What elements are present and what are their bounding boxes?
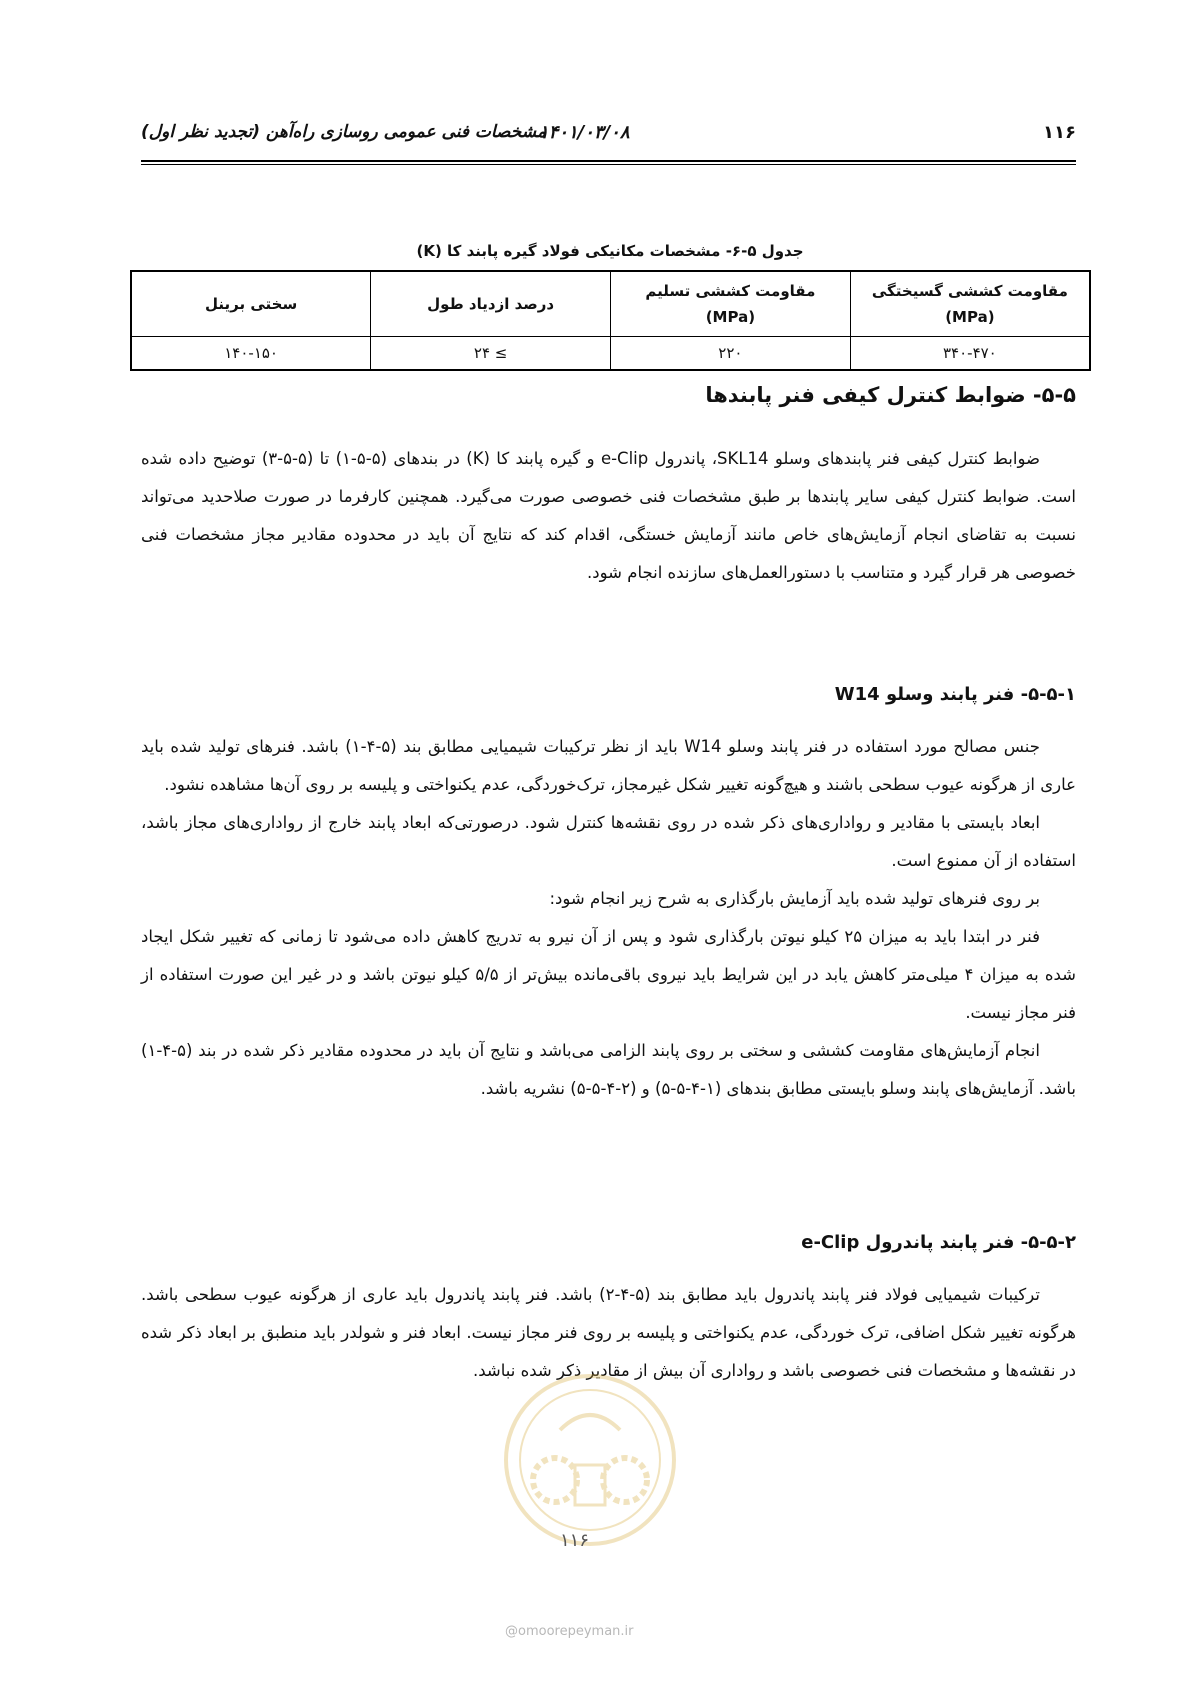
header-rule-thick <box>141 160 1076 162</box>
header-cell-line: درصد ازدیاد طول <box>427 295 555 313</box>
paragraph: ضوابط کنترل کیفی فنر پابندهای وسلو SKL14، پاندرول e-Clip و گیره پابند کا (K) در بندهای (۵-۵-۱) تا (۵-۵-۳) توضیح داده شده است. ضوابط کنترل کیفی سایر پابندها بر طبق مشخصات فنی خصوصی صورت می‌گیرد. همچنین کارفرما در صورت صلاحدید می‌تواند نسبت به تقاضای انجام آزمایش‌های خاص مانند آزمایش خستگی، اقدام کند که نتایج آن باید در محدوده مقادیر مجاز مشخصات فنی خصوصی هر قرار گیرد و متناسب با دستورالعمل‌های سازنده انجام شود. <box>141 449 1076 582</box>
header-date: ۱۴۰۱/۰۳/۰۸ <box>539 122 630 143</box>
watermark-page-number: ۱۱۶ <box>560 1530 590 1551</box>
header-cell-yield-strength <box>611 271 851 337</box>
paragraph: فنر در ابتدا باید به میزان ۲۵ کیلو نیوتن بارگذاری شود و پس از آن نیرو به تدریج کاهش داده می‌شود تا زمانی که تغییر شکل ایجاد شده به میزان ۴ میلی‌متر کاهش یابد در این شرایط باید نیروی باقی‌مانده بیش‌تر از ۵/۵ کیلو نیوتن باشد و در غیر این صورت استفاده از فنر مجاز نیست. <box>141 927 1076 1022</box>
paragraph: انجام آزمایش‌های مقاومت کششی و سختی بر روی پابند الزامی می‌باشد و نتایج آن باید در محدوده مقادیر ذکر شده در بند (۵-۴-۱) باشد. آزمایش‌های پابند وسلو بایستی مطابق بندهای (۱-۴-۵-۵) و (۲-۴-۵-۵) نشریه باشد. <box>141 1041 1076 1098</box>
header-title: مشخصات فنی عمومی روسازی راه‌آهن (تجدید نظر اول) <box>141 122 547 142</box>
section-body <box>141 440 1076 592</box>
paragraph: جنس مصالح مورد استفاده در فنر پابند وسلو W14 باید از نظر ترکیبات شیمیایی مطابق بند (۵-۴-۱) باشد. فنرهای تولید شده باید عاری از هرگونه عیوب سطحی باشند و هیچ‌گونه تغییر شکل غیرمجاز، ترک‌خوردگی، عدم یکنواختی و پلیسه بر روی آن‌ها مشاهده نشود. <box>141 737 1076 794</box>
header-cell-elongation <box>371 271 611 337</box>
watermark-seal-icon <box>500 1370 680 1550</box>
paragraph: بر روی فنرهای تولید شده باید آزمایش بارگذاری به شرح زیر انجام شود: <box>549 889 1040 908</box>
mechanical-spec-table <box>130 270 1091 371</box>
paragraph: ترکیبات شیمیایی فولاد فنر پابند پاندرول باید مطابق بند (۵-۴-۲) باشد. فنر پابند پاندرول باید عاری از هرگونه عیوب سطحی باشد. هرگونه تغییر شکل اضافی، ترک خوردگی، عدم یکنواختی و پلیسه بر روی فنر مجاز نیست. ابعاد فنر و شولدر باید منطبق بر ابعاد ذکر شده در نقشه‌ها و مشخصات فنی خصوصی باشد و رواداری آن بیش از مقادیر ذکر شده نباشد. <box>141 1285 1076 1380</box>
table-header-row <box>131 271 1090 337</box>
header-rule-thin <box>141 164 1076 165</box>
header-cell-ultimate-strength <box>850 271 1090 337</box>
header-cell-brinell-hardness <box>131 271 371 337</box>
header-page-number: ۱۱۶ <box>1043 122 1076 143</box>
subsection-heading-w14: ۵-۵-۱- فنر پابند وسلو W14 <box>834 684 1076 705</box>
subsection-w14-body <box>141 728 1076 1108</box>
table-cell: ≥ ۲۴ <box>371 337 611 371</box>
watermark-url: @omoorepeyman.ir <box>505 1624 634 1639</box>
table-cell: ۳۴۰-۴۷۰ <box>850 337 1090 371</box>
header-cell-line: مقاومت کششی تسلیم <box>645 282 816 300</box>
table-row <box>131 337 1090 371</box>
table-cell: ۲۲۰ <box>611 337 851 371</box>
page-header <box>141 122 1076 150</box>
header-cell-unit: (MPa) <box>945 308 995 326</box>
header-cell-unit: (MPa) <box>705 308 756 326</box>
header-cell-line: مقاومت کششی گسیختگی <box>871 282 1068 300</box>
section-heading: ۵-۵- ضوابط کنترل کیفی فنر پابندها <box>705 383 1076 407</box>
table-cell: ۱۴۰-۱۵۰ <box>131 337 371 371</box>
paragraph: ابعاد بایستی با مقادیر و رواداری‌های ذکر شده در روی نقشه‌ها کنترل شود. درصورتی‌که ابعاد پابند خارج از رواداری‌های مجاز باشد، استفاده از آن ممنوع است. <box>141 813 1076 870</box>
subsection-heading-eclip: ۵-۵-۲- فنر پابند پاندرول e-Clip <box>801 1232 1076 1253</box>
header-cell-line: سختی برینل <box>205 295 298 313</box>
table-caption: جدول ۵-۶- مشخصات مکانیکی فولاد گیره پابند کا (K) <box>416 242 804 260</box>
